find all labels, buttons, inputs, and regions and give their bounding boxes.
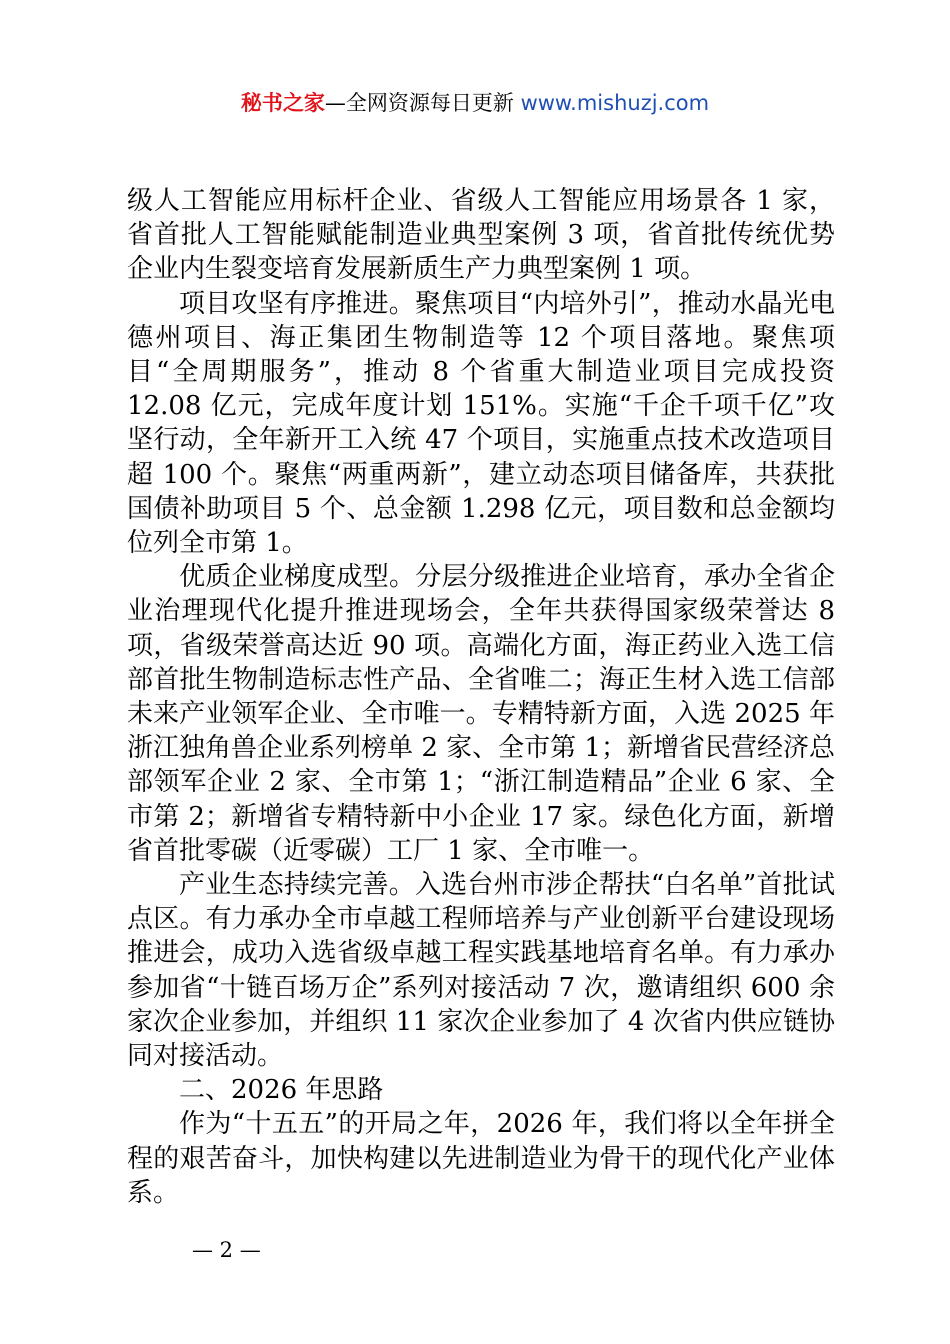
page-number: — 2 —	[192, 1238, 261, 1262]
paragraph-quality-enterprises: 优质企业梯度成型。分层分级推进企业培育，承办全省企业治理现代化提升推进现场会，全年共获得国家级荣誉达 8 项，省级荣誉高达近 90 项。高端化方面，海正药业入选工信部首批生物制造标志性产品、全省唯二；海正生材入选工信部未来产业领军企业、全市唯一。专精特新方面，入选 2025 年浙江独角兽企业系列榜单 2 家、全市第 1；新增省民营经济总部领军企业 2 家、全市第 1；“浙江制造精品”企业 6 家、全市第 2；新增省专精特新中小企业 17 家。绿色化方面，新增省首批零碳（近零碳）工厂 1 家、全市唯一。	[127, 562, 835, 866]
section-heading-2026-plan: 二、2026 年思路	[179, 1075, 384, 1106]
brand-name: 秘书之家	[240, 91, 325, 115]
paragraph-project-progress: 项目攻坚有序推进。聚焦项目“内培外引”，推动水晶光电德州项目、海正集团生物制造等 12 个项目落地。聚焦项目“全周期服务”，推动 8 个省重大制造业项目完成投资 12.08 亿元，完成年度计划 151%。实施“千企千项千亿”攻坚行动，全年新开工入统 47 个项目，实施重点技术改造项目超 100 个。聚焦“两重两新”，建立动态项目储备库，共获批国债补助项目 5 个、总金额 1.298 亿元，项目数和总金额均位列全市第 1。	[127, 288, 835, 559]
paragraph-industry-ecology: 产业生态持续完善。入选台州市涉企帮扶“白名单”首批试点区。有力承办全市卓越工程师培养与产业创新平台建设现场推进会，成功入选省级卓越工程实践基地培育名单。有力承办参加省“十链百场万企”系列对接活动 7 次，邀请组织 600 余家次企业参加，并组织 11 家次企业参加了 4 次省内供应链协同对接活动。	[127, 870, 835, 1072]
paragraph-2026-plan: 作为“十五五”的开局之年，2026 年，我们将以全年拼全程的艰苦奋斗，加快构建以先进制造业为骨干的现代化产业体系。	[127, 1109, 835, 1208]
header-slogan: —全网资源每日更新	[324, 91, 514, 115]
site-header	[0, 88, 950, 118]
document-body	[127, 184, 835, 1210]
site-url-link[interactable]: www.mishuzj.com	[520, 91, 710, 115]
paragraph-continued: 级人工智能应用标杆企业、省级人工智能应用场景各 1 家，省首批人工智能赋能制造业典型案例 3 项，省首批传统优势企业内生裂变培育发展新质生产力典型案例 1 项。	[127, 186, 835, 285]
